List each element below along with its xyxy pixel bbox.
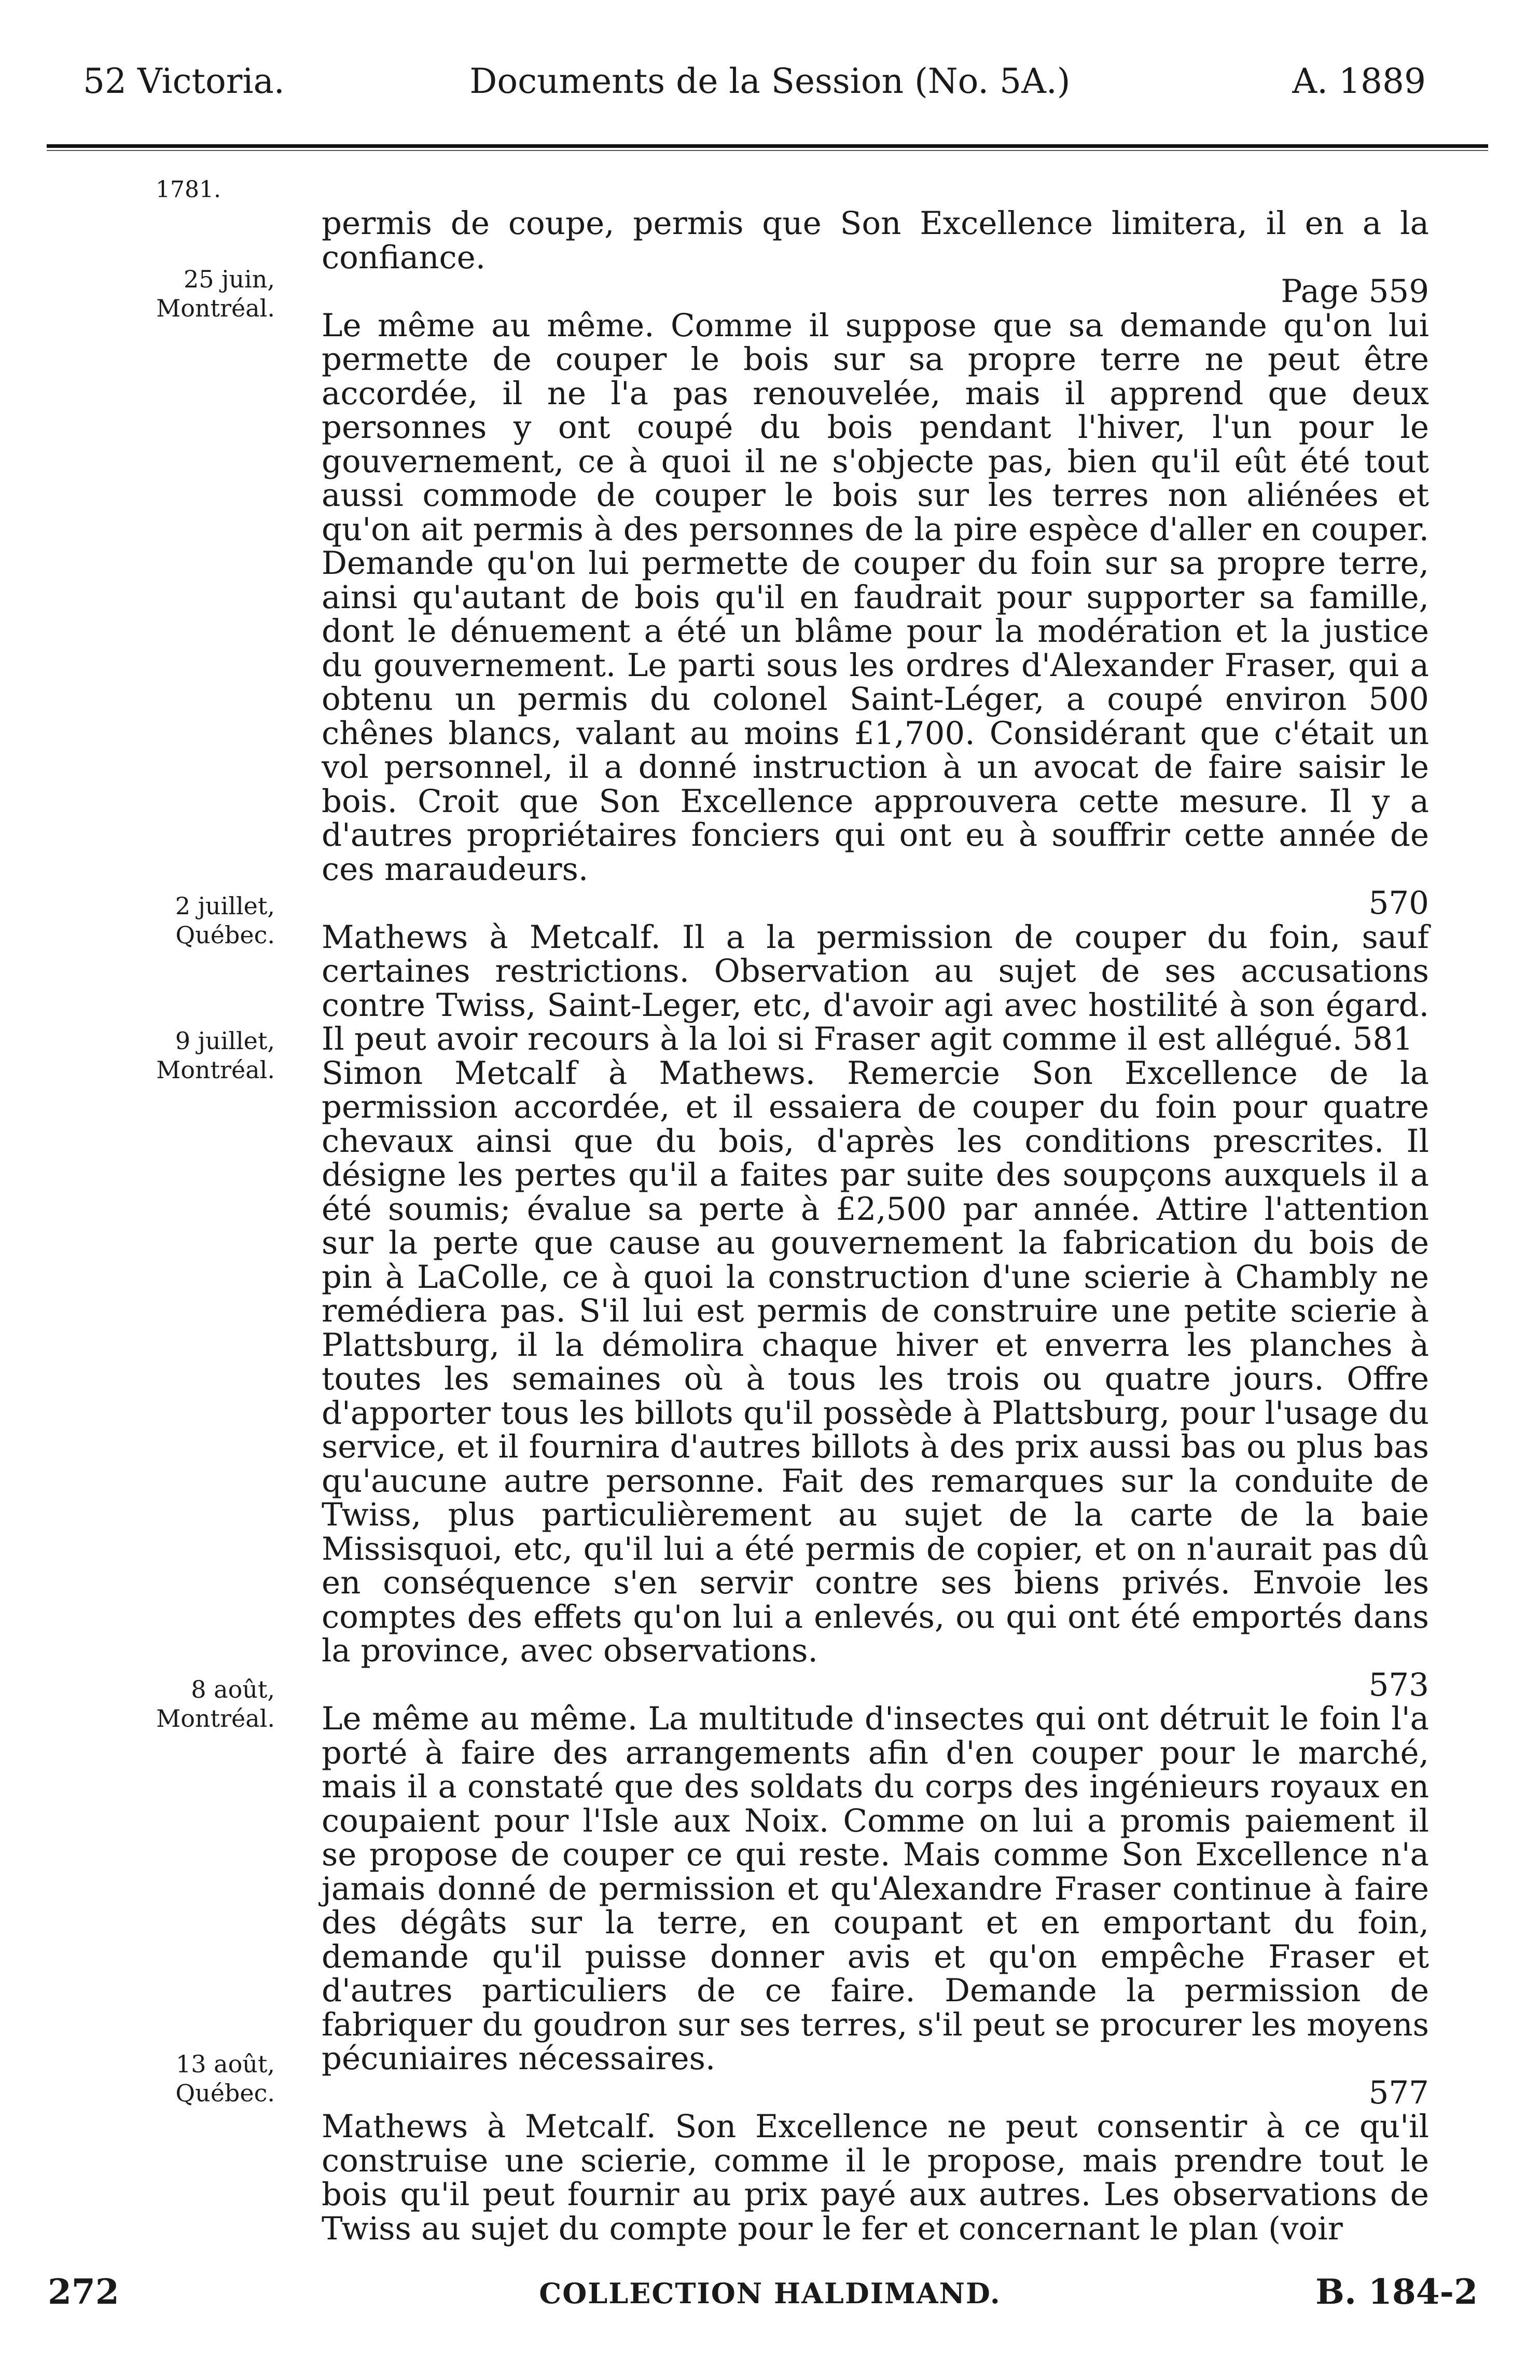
running-header <box>0 61 1540 113</box>
entry-text: Simon Metcalf à Mathews. Remercie Son Excellence de la permission accordée, et il essaiera de couper du foin pour quatre chevaux ainsi que du bois, d'après les conditions prescrites. Il désigne les pertes qu'il a faites par suite des soupçons auxquels il a été soumis; évalue sa perte à £2,500 par année. Attire l'attention sur la perte que cause au gouvernement la fabrication du bois de pin à LaColle, ce à quoi la construction d'une scierie à Chambly ne remédiera pas. S'il lui est permis de construire une petite scierie à Plattsburg, il la démolira chaque hiver et enverra les planches à toutes les semaines où à tous les trois ou quatre jours. Offre d'apporter tous les billots qu'il possède à Plattsburg, pour l'usage du service, et il fournira d'autres billots à des prix aussi bas ou plus bas qu'aucune autre personne. Fait des remarques sur la conduite de Twiss, plus particulièrement au sujet de la carte de la baie Missisquoi, etc, qu'il lui a été permis de copier, et on n'aurait pas dû en conséquence s'en servir contre ses biens privés. Envoie les comptes des effets qu'on lui a enlevés, ou qui ont été emportés dans la province, avec observations. <box>322 1054 1429 1669</box>
page-reference: 581 <box>1352 1021 1413 1057</box>
date-day: 9 juillet, <box>175 1027 275 1055</box>
entry-paragraph <box>322 1702 1429 2110</box>
footer-collection: COLLECTION HALDIMAND. <box>539 2277 1001 2310</box>
footer-signature: B. 184-2 <box>1315 2272 1478 2312</box>
page-reference-line <box>322 274 1429 309</box>
margin-date <box>78 265 275 323</box>
date-place: Montréal. <box>156 294 275 322</box>
date-place: Montréal. <box>156 1704 275 1732</box>
page-reference: Page 559 <box>1281 273 1429 310</box>
entry-paragraph <box>322 2110 1429 2246</box>
page-reference-line <box>322 1668 1429 1702</box>
page-reference-line <box>322 2076 1429 2110</box>
date-day: 13 août, <box>175 2050 275 2078</box>
entry-paragraph <box>322 920 1429 1056</box>
date-day: 2 juillet, <box>175 892 275 920</box>
date-day: 8 août, <box>191 1675 275 1703</box>
header-volume: 52 Victoria. <box>83 61 285 101</box>
margin-year: 1781. <box>156 176 221 203</box>
page-reference-line <box>322 886 1429 920</box>
entry-paragraph <box>322 207 1429 309</box>
header-year: A. 1889 <box>1292 61 1426 101</box>
entry-paragraph <box>322 309 1429 920</box>
entry-text: Mathews à Metcalf. Son Excellence ne peut consentir à ce qu'il construise une scierie, comme il le propose, mais prendre tout le bois qu'il peut fournir au prix payé aux autres. Les observations de Twiss au sujet du compte pour le fer et concernant le plan (voir <box>322 2108 1429 2247</box>
entry-text: permis de coupe, permis que Son Excellence limitera, il en a la confiance. <box>322 205 1429 276</box>
entry-text: Le même au même. Comme il suppose que sa demande qu'on lui permette de couper le bois sur sa propre terre ne peut être accordée, il ne l'a pas renouvelée, mais il apprend que deux personnes y ont coupé du bois pendant l'hiver, l'un pour le gouvernement, ce à quoi il ne s'objecte pas, bien qu'il eût été tout aussi commode de couper le bois sur les terres non aliénées et qu'on ait permis à des personnes de la pire espèce d'aller en couper. Demande qu'on lui permette de couper du foin sur sa propre terre, ainsi qu'autant de bois qu'il en faudrait pour supporter sa famille, dont le dénuement a été un blâme pour la modération et la justice du gouvernement. Le parti sous les ordres d'Alexander Fraser, qui a obtenu un permis du colonel Saint-Léger, a coupé environ 500 chênes blancs, valant au moins £1,700. Considérant que c'était un vol personnel, il a donné instruction à un avocat de faire saisir le bois. Croit que Son Excellence approuvera cette mesure. Il y a d'autres propriétaires fonciers qui ont eu à souffrir cette année de ces maraudeurs. <box>322 307 1429 888</box>
page-reference: 577 <box>1368 2074 1429 2111</box>
header-rule <box>47 144 1488 148</box>
entry-text: Mathews à Metcalf. Il a la permission de couper du foin, sauf certaines restrictions. Observation au sujet de ses accusations contre Twiss, Saint-Leger, etc, d'avoir agi avec hostilité à son égard. Il peut avoir recours à la loi si Fraser agit comme il est allégué. <box>322 918 1429 1057</box>
header-rule-thin <box>47 150 1488 151</box>
date-place: Québec. <box>175 2079 275 2107</box>
margin-date <box>78 1026 275 1084</box>
margin-date <box>78 1675 275 1733</box>
page-reference: 570 <box>1368 885 1429 921</box>
page-reference: 573 <box>1368 1666 1429 1703</box>
footer-page-number: 272 <box>48 2272 119 2312</box>
date-place: Montréal. <box>156 1056 275 1084</box>
margin-date <box>78 2049 275 2108</box>
date-place: Québec. <box>175 921 275 949</box>
running-footer <box>0 2272 1540 2313</box>
header-title: Documents de la Session (No. 5A.) <box>469 61 1071 101</box>
date-day: 25 juin, <box>183 265 275 293</box>
entry-paragraph <box>322 1056 1429 1702</box>
entry-text: Le même au même. La multitude d'insectes qui ont détruit le foin l'a porté à faire des arrangements afin d'en couper pour le marché, mais il a constaté que des soldats du corps des ingénieurs royaux en coupaient pour l'Isle aux Noix. Comme on lui a promis paiement il se propose de couper ce qui reste. Mais comme Son Excellence n'a jamais donné de permission et qu'Alexandre Fraser continue à faire des dégâts sur la terre, en coupant et en emportant du foin, demande qu'il puisse donner avis et qu'on empêche Fraser et d'autres particuliers de ce faire. Demande la permission de fabriquer du goudron sur ses terres, s'il peut se procurer les moyens pécuniaires nécessaires. <box>322 1700 1429 2077</box>
margin-date <box>78 891 275 950</box>
main-text <box>322 207 1429 2246</box>
